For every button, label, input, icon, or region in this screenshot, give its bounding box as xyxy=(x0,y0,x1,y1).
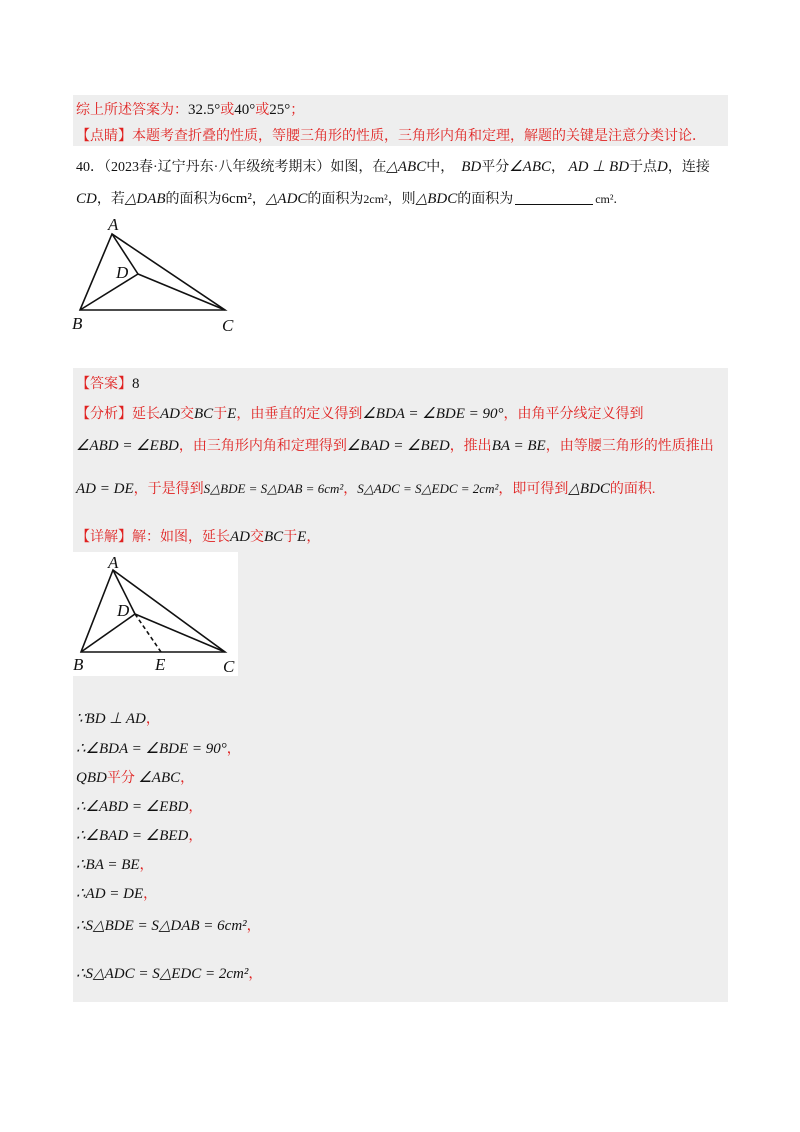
label-b-2: B xyxy=(73,655,84,674)
detail-line: 【详解】解：如图，延长AD交BC于E， xyxy=(76,529,321,545)
solution-box-main xyxy=(73,368,728,1002)
label-b: B xyxy=(72,314,83,333)
summary-line: 综上所述答案为：32.5°或40°或25°； xyxy=(76,102,305,118)
step-8: ∴S△BDE = S△DAB = 6cm²， xyxy=(76,918,261,934)
triangle-abc xyxy=(80,234,225,310)
segment-bd xyxy=(80,274,138,310)
triangle-figure-1 xyxy=(70,212,250,336)
label-c: C xyxy=(222,316,234,335)
question-line-2: CD，若△DAB的面积为6cm²，△ADC的面积为2cm²，则△BDC的面积为 cm². xyxy=(76,191,617,207)
label-a-2: A xyxy=(108,553,119,572)
question-line-1: 40．（2023春·辽宁丹东·八年级统考期末）如图，在△ABC中， BD平分∠ABC， AD ⊥ BD于点D，连接 xyxy=(76,159,710,175)
answer-line: 【答案】8 xyxy=(76,376,140,392)
label-a: A xyxy=(108,215,119,234)
answer-blank xyxy=(515,204,593,205)
triangle-figure-2 xyxy=(73,552,238,676)
step-4: ∴∠ABD = ∠EBD， xyxy=(76,799,203,815)
analysis-line-1: 【分析】延长AD交BC于E，由垂直的定义得到∠BDA = ∠BDE = 90°，由角平分线定义得到 xyxy=(76,406,644,422)
step-3: QBD平分 ∠ABC， xyxy=(76,770,195,786)
label-e-2: E xyxy=(155,655,166,674)
analysis-line-2: ∠ABD = ∠EBD，由三角形内角和定理得到∠BAD = ∠BED，推出BA = BE，由等腰三角形的性质推出 xyxy=(76,438,714,454)
analysis-line-3: AD = DE，于是得到S△BDE = S△DAB = 6cm²，S△ADC = S△EDC = 2cm²，即可得到△BDC的面积. xyxy=(76,481,656,497)
step-5: ∴∠BAD = ∠BED， xyxy=(76,828,203,844)
step-9: ∴S△ADC = S△EDC = 2cm²， xyxy=(76,966,263,982)
dianjing-line: 【点睛】本题考查折叠的性质，等腰三角形的性质，三角形内角和定理，解题的关键是注意分类讨论． xyxy=(76,129,706,144)
segment-cd xyxy=(138,274,225,310)
step-2: ∴∠BDA = ∠BDE = 90°， xyxy=(76,741,241,757)
label-c-2: C xyxy=(223,657,235,676)
label-d: D xyxy=(116,263,129,282)
step-7: ∴AD = DE， xyxy=(76,886,158,902)
label-d-2: D xyxy=(117,601,130,620)
step-1: ∵BD ⊥ AD， xyxy=(76,711,160,727)
step-6: ∴BA = BE， xyxy=(76,857,154,873)
